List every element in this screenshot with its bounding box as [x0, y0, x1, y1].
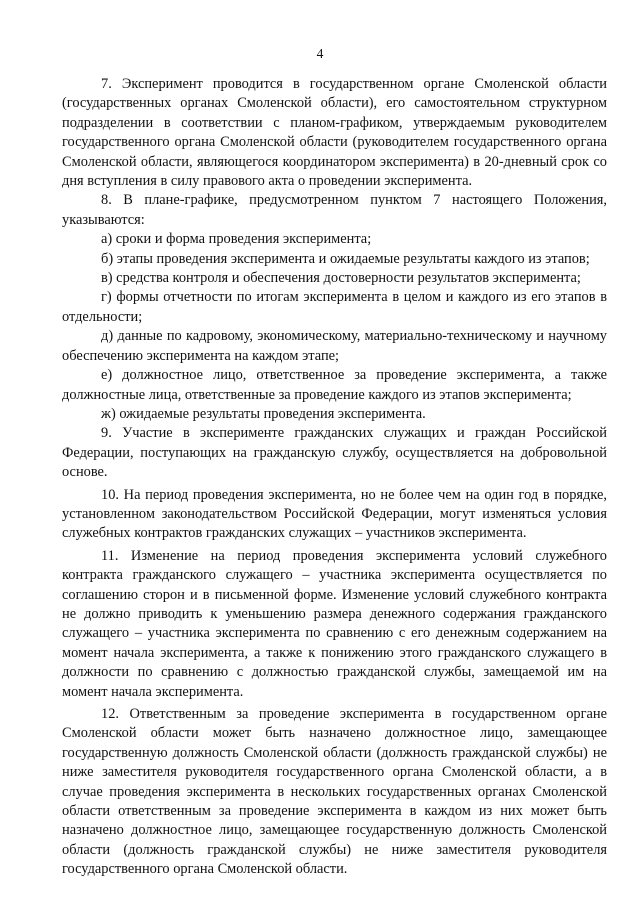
list-item-e: е) должностное лицо, ответственное за проведение эксперимента, а также должностные лица, ответственные за проведение каждого из этапов эксперимента;: [62, 367, 607, 403]
list-item-d: д) данные по кадровому, экономическому, материально-техническому и научному обеспечению эксперимента на каждом этапе;: [62, 328, 607, 364]
paragraph-12: 12. Ответственным за проведение эксперимента в государственном органе Смоленской области может быть назначено должностное лицо, замещающее государственную должность Смоленской области (должность гражданской службы) не ниже заместителя руководителя государственного органа Смоленской области, а в случае проведения эксперимента в нескольких государственных органах Смоленской области ответственным за проведение эксперимента в каждом из них может быть назначено должностное лицо, замещающее государственную должность Смоленской области (должность гражданской службы) не ниже заместителя руководителя государственного органа Смоленской области.: [62, 706, 607, 878]
list-item-a: а) сроки и форма проведения эксперимента;: [101, 231, 372, 248]
list-item-zh: ж) ожидаемые результаты проведения эксперимента.: [101, 405, 426, 422]
paragraph-11: 11. Изменение на период проведения эксперимента условий служебного контракта гражданского служащего – участника эксперимента осуществляется по соглашению сторон и в письменной форме. Изменение условий служебного контракта не должно приводить к уменьшению размера денежного содержания гражданского служащего – участника эксперимента по сравнению с его денежным содержанием на момент начала эксперимента, а также к понижению этого гражданского служащего в должности по сравнению с должностью гражданской службы, замещаемой им на момент начала эксперимента.: [62, 547, 607, 700]
list-item-v: в) средства контроля и обеспечения достоверности результатов эксперимента;: [101, 270, 581, 287]
paragraph-9: 9. Участие в эксперименте гражданских служащих и граждан Российской Федерации, поступающих на гражданскую службу, осуществляется на добровольной основе.: [62, 425, 607, 481]
page-number: 4: [316, 46, 324, 61]
list-item-b: б) этапы проведения эксперимента и ожидаемые результаты каждого из этапов;: [101, 250, 590, 267]
list-item-g: г) формы отчетности по итогам эксперимента в целом и каждого из его этапов в отдельности;: [62, 289, 607, 325]
paragraph-8: 8. В плане-графике, предусмотренном пунктом 7 настоящего Положения, указываются:: [62, 192, 607, 228]
document-body: [62, 75, 607, 880]
paragraph-7: 7. Эксперимент проводится в государственном органе Смоленской области (государственных органах Смоленской области), его самостоятельном структурном подразделении в соответствии с планом-графиком, утверждаемым руководителем государственного органа Смоленской области (руководителем государственного органа Смоленской области, являющегося координатором эксперимента) в 20-дневный срок со дня вступления в силу правового акта о проведении эксперимента.: [62, 76, 607, 190]
paragraph-10: 10. На период проведения эксперимента, но не более чем на один год в порядке, установленном законодательством Российской Федерации, могут изменяться условия служебных контрактов гражданских служащих – участников эксперимента.: [62, 486, 607, 542]
